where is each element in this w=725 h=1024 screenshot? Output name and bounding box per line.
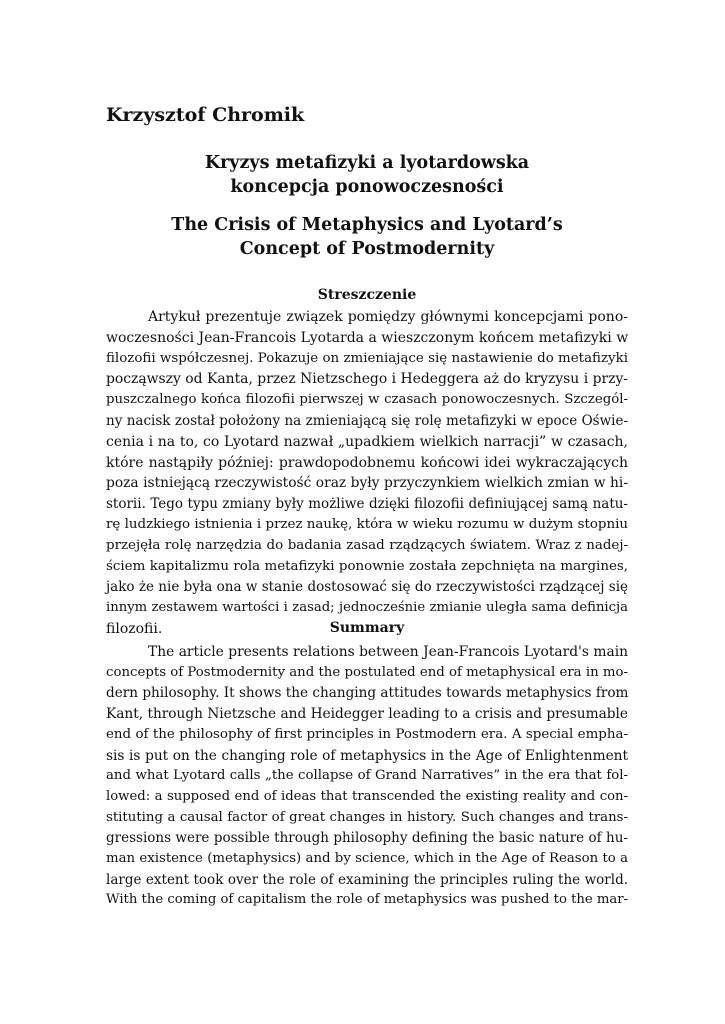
paragraph-line: ny nacisk został położony na zmieniającą się rolę metafizyki w epoce Oświe- — [106, 412, 628, 429]
title-english — [106, 213, 628, 261]
paragraph-line: woczesności Jean-Francois Lyotarda a wieszczonym końcem metafizyki w — [106, 329, 629, 346]
abstract-polish-body — [106, 307, 628, 640]
paragraph-line: dern philosophy. It shows the changing attitudes towards metaphysics from — [106, 685, 629, 702]
paragraph-line: and what Lyotard calls „the collapse of Grand Narratives” in the era that fol- — [106, 768, 628, 784]
paragraph-line: przejęła rolę narzędzia do badania zasad rządzących światem. Wraz z nadej- — [106, 537, 628, 553]
paragraph-line: jako że nie była ona w stanie dostosować się do rzeczywistości rządzącej się — [106, 579, 628, 596]
paragraph-line: With the coming of capitalism the role of metaphysics was pushed to the mar- — [106, 892, 629, 908]
paragraph-line: lowed: a supposed end of ideas that transcended the existing reality and con- — [106, 788, 628, 804]
title-english-line: The Crisis of Metaphysics and Lyotard’s — [171, 215, 563, 235]
paragraph-line: począwszy od Kanta, przez Nietzschego i Hedeggera aż do kryzysu i przy- — [106, 371, 628, 388]
paragraph-line: The article presents relations between Jean-Francois Lyotard's main — [148, 644, 628, 660]
title-polish-line: koncepcja ponowoczesności — [230, 177, 504, 197]
paragraph-line: filozofii współczesnej. Pokazuje on zmieniające się nastawienie do metafizyki — [106, 350, 628, 366]
paragraph-line: ściem kapitalizmu rola metafizyki ponownie została zepchnięta na margines, — [106, 558, 628, 574]
abstract-polish-heading: Streszczenie — [317, 287, 417, 303]
title-polish — [106, 151, 628, 199]
paragraph-line: sis is put on the changing role of metaphysics in the Age of Enlightenment — [106, 747, 628, 764]
paragraph-line: poza istniejącą rzeczywistość oraz były przyczynkiem wielkich zmian w hi- — [106, 475, 628, 492]
title-polish-line: Kryzys metafizyki a lyotardowska — [204, 153, 530, 173]
paragraph-line: Kant, through Nietzsche and Heidegger leading to a crisis and presumable — [106, 706, 628, 723]
paragraph-line: innym zestawem wartości i zasad; jednocześnie zmianie uległa sama definicja — [106, 600, 628, 616]
paragraph-line: large extent took over the role of examining the principles ruling the world. — [106, 871, 628, 888]
paragraph-line: które nastąpiły później: prawdopodobnemu końcowi idei wykraczających — [106, 454, 628, 471]
paragraph-line: rę ludzkiego istnienia i przez naukę, która w wieku rozumu w dużym stopniu — [106, 516, 628, 532]
paragraph-line: gressions were possible through philosophy defining the basic nature of hu- — [106, 830, 628, 847]
paragraph-line: concepts of Postmodernity and the postulated end of metaphysical era in mo- — [106, 664, 628, 680]
paragraph-line: puszczalnego końca filozofii pierwszej w czasach ponowoczesnych. Szczegól- — [106, 392, 628, 408]
title-english-line: Concept of Postmodernity — [239, 239, 495, 259]
paragraph-line: Artykuł prezentuje związek pomiędzy głównymi koncepcjami pono- — [148, 309, 628, 325]
abstract-english-body — [106, 642, 628, 911]
abstract-english-heading: Summary — [329, 620, 405, 636]
paragraph-line: storii. Tego typu zmiany były możliwe dzięki filozofii definiującej samą natu- — [106, 496, 628, 513]
paragraph-line: cenia i na to, co Lyotard nazwał „upadkiem wielkich narracji” w czasach, — [106, 433, 628, 450]
author-name: Krzysztof Chromik — [106, 104, 305, 126]
paragraph-line: filozofii. — [106, 620, 163, 637]
paragraph-line: man existence (metaphysics) and by science, which in the Age of Reason to a — [106, 851, 628, 867]
paragraph-line: end of the philosophy of first principles in Postmodern era. A special empha- — [106, 726, 628, 742]
paragraph-line: stituting a causal factor of great changes in history. Such changes and trans- — [106, 809, 628, 825]
